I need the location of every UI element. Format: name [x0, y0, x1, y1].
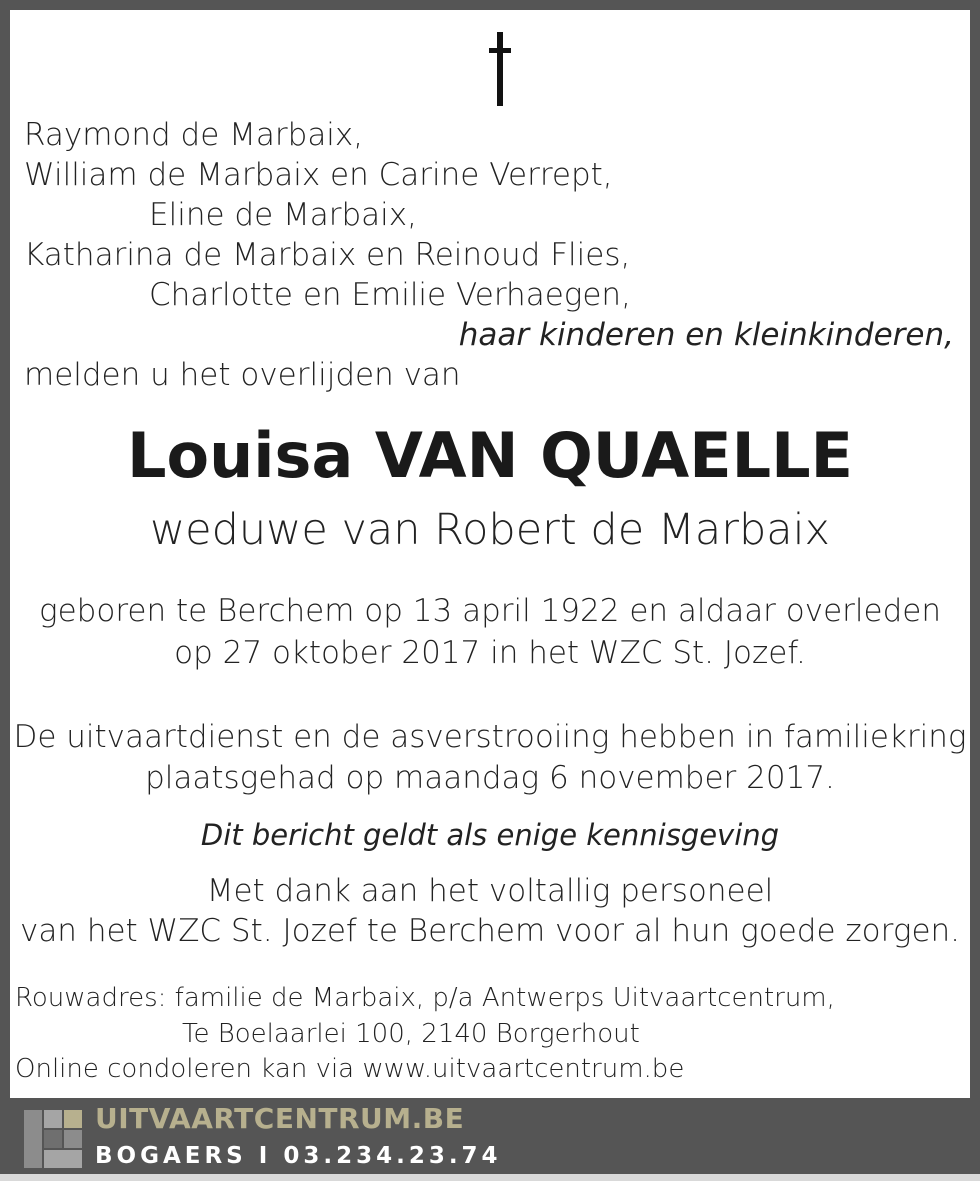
family-line-5: Charlotte en Emilie Verhaegen, [149, 277, 631, 313]
address-line-1: Rouwadres: familie de Marbaix, p/a Antwerps Uitvaartcentrum, [15, 983, 835, 1013]
notice-line: Dit bericht geldt als enige kennisgeving [200, 818, 780, 852]
family-relation: haar kinderen en kleinkinderen, [458, 317, 954, 353]
deceased-name: Louisa VAN QUAELLE [127, 419, 853, 492]
family-line-2: William de Marbaix en Carine Verrept, [24, 157, 613, 193]
address-line-2: Te Boelaarlei 100, 2140 Borgerhout [182, 1019, 640, 1049]
announcement: melden u het overlijden van [24, 357, 461, 393]
brand-name: UITVAARTCENTRUM.BE [95, 1102, 465, 1135]
service-line-2: plaatsgehad op maandag 6 november 2017. [145, 760, 835, 796]
family-line-1: Raymond de Marbaix, [24, 117, 364, 153]
obituary-card [10, 10, 970, 1098]
thanks-line-2: van het WZC St. Jozef te Berchem voor al hun goede zorgen. [19, 913, 961, 949]
cross-icon [489, 32, 511, 106]
birth-death-line-1: geboren te Berchem op 13 april 1922 en aldaar overleden [39, 593, 941, 629]
bottom-strip [0, 1174, 980, 1181]
family-line-4: Katharina de Marbaix en Reinoud Flies, [24, 237, 631, 273]
spouse-line: weduwe van Robert de Marbaix [150, 505, 830, 555]
birth-death-line-2: op 27 oktober 2017 in het WZC St. Jozef. [174, 635, 806, 671]
thanks-line-1: Met dank aan het voltallig personeel [206, 873, 774, 909]
uitvaartcentrum-logo-icon [24, 1110, 82, 1168]
family-line-3: Eline de Marbaix, [149, 197, 417, 233]
contact-line: BOGAERS I 03.234.23.74 [95, 1143, 502, 1169]
condolence-line: Online condoleren kan via www.uitvaartcentrum.be [15, 1054, 685, 1084]
service-line-1: De uitvaartdienst en de asverstrooiing hebben in familiekring [13, 719, 967, 755]
funeral-home-footer [0, 1098, 980, 1181]
